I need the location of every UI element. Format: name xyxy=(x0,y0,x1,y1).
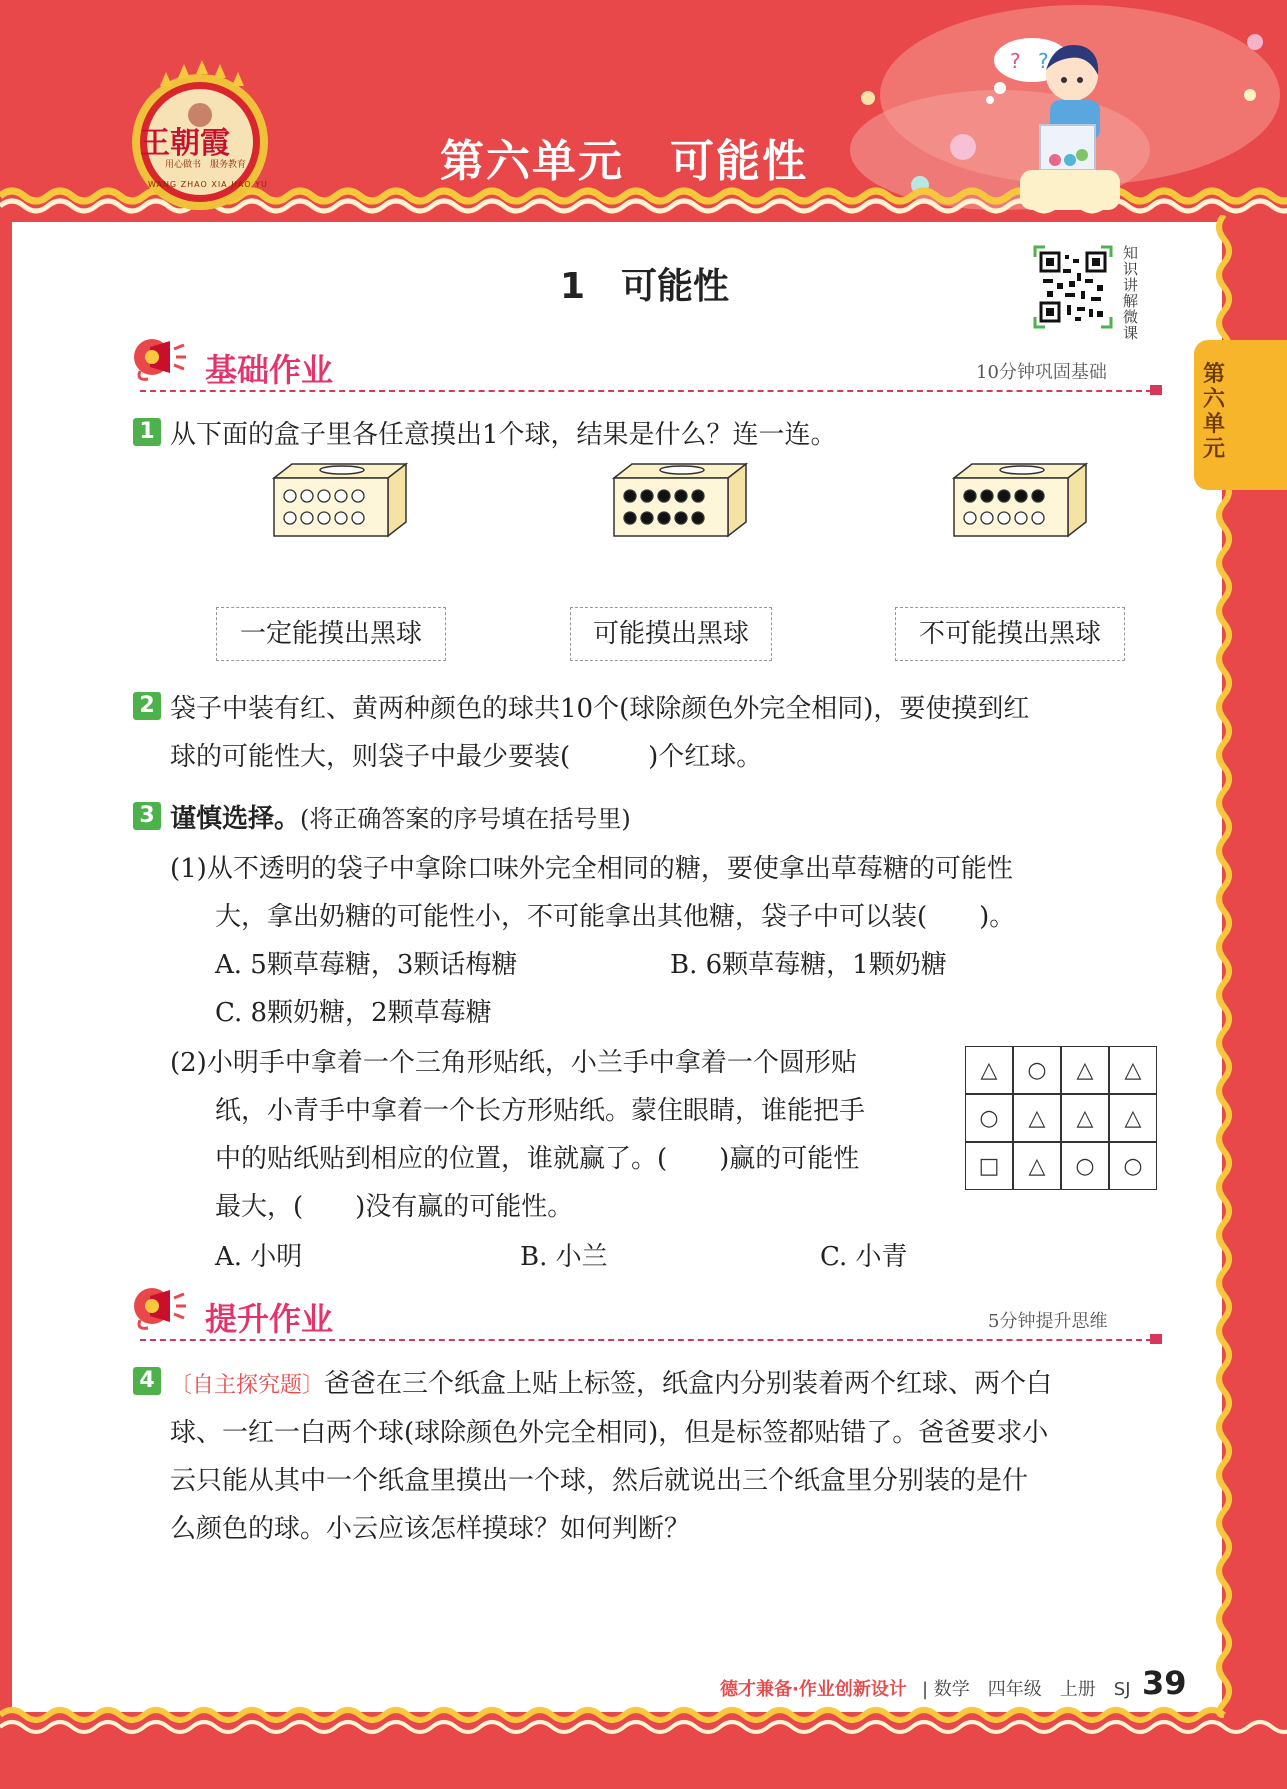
q3-p2-option-a[interactable]: A. 小明 xyxy=(215,1242,303,1272)
grid-cell: △ xyxy=(965,1046,1013,1094)
question-number-3: 3 xyxy=(133,802,161,830)
paper-wavy-border xyxy=(0,215,1287,1789)
grid-cell: ○ xyxy=(1061,1142,1109,1190)
grid-cell: △ xyxy=(1061,1046,1109,1094)
q4-line4: 么颜色的球。小云应该怎样摸球？如何判断？ xyxy=(170,1514,691,1544)
q4-tag: 〔自主探究题〕 xyxy=(170,1373,325,1398)
grid-cell: △ xyxy=(1061,1094,1109,1142)
q3-p2-line1: (2)小明手中拿着一个三角形贴纸，小兰手中拿着一个圆形贴 xyxy=(170,1048,857,1078)
q3-p1-option-b[interactable]: B. 6颗草莓糖，1颗奶糖 xyxy=(670,950,947,980)
q3-heading xyxy=(170,798,631,835)
q1-label-impossible[interactable]: 不可能摸出黑球 xyxy=(895,607,1125,661)
qr-code-icon[interactable] xyxy=(1033,245,1113,330)
sticker-grid xyxy=(965,1046,1160,1192)
question-number-4: 4 xyxy=(133,1367,161,1395)
svg-text:?: ? xyxy=(1010,49,1021,73)
q4-line2: 球、一红一白两个球(球除颜色外完全相同)，但是标签都贴错了。爸爸要求小 xyxy=(170,1418,1049,1448)
divider-end-mark xyxy=(1150,1334,1162,1344)
page-number: 39 xyxy=(1142,1664,1187,1702)
q1-label-possible[interactable]: 可能摸出黑球 xyxy=(570,607,772,661)
q1-text: 从下面的盒子里各任意摸出1个球，结果是什么？连一连。 xyxy=(170,420,837,450)
q3-p2-line2: 纸，小青手中拿着一个长方形贴纸。蒙住眼睛，谁能把手 xyxy=(215,1096,866,1126)
divider-end-mark xyxy=(1150,385,1162,395)
logo-subtext: 用心做书 服务教育 xyxy=(165,160,247,170)
section-title-advanced: 提升作业 xyxy=(205,1300,334,1338)
q1-label-certain[interactable]: 一定能摸出黑球 xyxy=(216,607,446,661)
q4-line1: 爸爸在三个纸盒上贴上标签，纸盒内分别装着两个红球、两个白 xyxy=(324,1369,1053,1399)
unit-title: 第六单元 可能性 xyxy=(440,136,808,187)
grid-cell: △ xyxy=(1013,1094,1061,1142)
box-black-balls xyxy=(610,460,750,542)
page-title: 1 可能性 xyxy=(560,266,730,307)
footer-info: | 数学 四年级 上册 SJ xyxy=(922,1679,1131,1700)
q3-p2-option-c[interactable]: C. 小青 xyxy=(820,1242,908,1272)
q3-p1-option-c[interactable]: C. 8颗奶糖，2颗草莓糖 xyxy=(215,998,492,1028)
q3-p1-line1: (1)从不透明的袋子中拿除口味外完全相同的糖，要使拿出草莓糖的可能性 xyxy=(170,854,1013,884)
q3-head-note: (将正确答案的序号填在括号里) xyxy=(300,805,631,833)
box-mixed-balls xyxy=(950,460,1090,542)
section-divider-basic xyxy=(140,390,1152,392)
svg-text:?: ? xyxy=(1038,49,1049,73)
megaphone-icon xyxy=(130,335,190,383)
logo-arc-text: WANG ZHAO XIA JIAO YU xyxy=(148,180,268,189)
grid-cell: ○ xyxy=(965,1094,1013,1142)
box-white-balls xyxy=(270,460,410,542)
q3-p1-line2: 大，拿出奶糖的可能性小，不可能拿出其他糖，袋子中可以装( )。 xyxy=(215,902,1016,932)
footer-brand: 德才兼备·作业创新设计 xyxy=(720,1679,907,1700)
q3-p2-line4: 最大，( )没有赢的可能性。 xyxy=(215,1192,574,1222)
side-tab-text: 第六单元 xyxy=(1203,362,1226,462)
grid-cell: ○ xyxy=(1013,1046,1061,1094)
qr-label: 知识讲解微课 xyxy=(1123,244,1139,342)
q3-head: 谨慎选择。 xyxy=(170,804,301,834)
section-sub-advanced: 5分钟提升思维 xyxy=(988,1311,1108,1332)
q3-p2-line3: 中的贴纸贴到相应的位置，谁就赢了。( )赢的可能性 xyxy=(215,1144,860,1174)
section-divider-advanced xyxy=(140,1339,1152,1341)
grid-cell: □ xyxy=(965,1142,1013,1190)
q4-line3: 云只能从其中一个纸盒里摸出一个球，然后就说出三个纸盒里分别装的是什 xyxy=(170,1466,1029,1496)
section-title-basic: 基础作业 xyxy=(205,351,334,389)
q3-p1-option-a[interactable]: A. 5颗草莓糖，3颗话梅糖 xyxy=(215,950,518,980)
q4-first-line xyxy=(170,1363,1052,1400)
grid-cell: △ xyxy=(1013,1142,1061,1190)
section-sub-basic: 10分钟巩固基础 xyxy=(976,362,1107,383)
q2-line1: 袋子中装有红、黄两种颜色的球共10个(球除颜色外完全相同)，要使摸到红 xyxy=(170,694,1030,724)
grid-cell: △ xyxy=(1109,1046,1157,1094)
q3-p2-option-b[interactable]: B. 小兰 xyxy=(520,1242,608,1272)
boy-with-box-illustration xyxy=(960,20,1190,210)
logo-text: 王朝霞 xyxy=(140,126,230,161)
question-number-1: 1 xyxy=(133,418,161,446)
megaphone-icon xyxy=(130,1284,190,1332)
grid-cell: △ xyxy=(1109,1094,1157,1142)
question-number-2: 2 xyxy=(133,692,161,720)
grid-cell: ○ xyxy=(1109,1142,1157,1190)
q2-line2: 球的可能性大，则袋子中最少要装( )个红球。 xyxy=(170,742,763,772)
